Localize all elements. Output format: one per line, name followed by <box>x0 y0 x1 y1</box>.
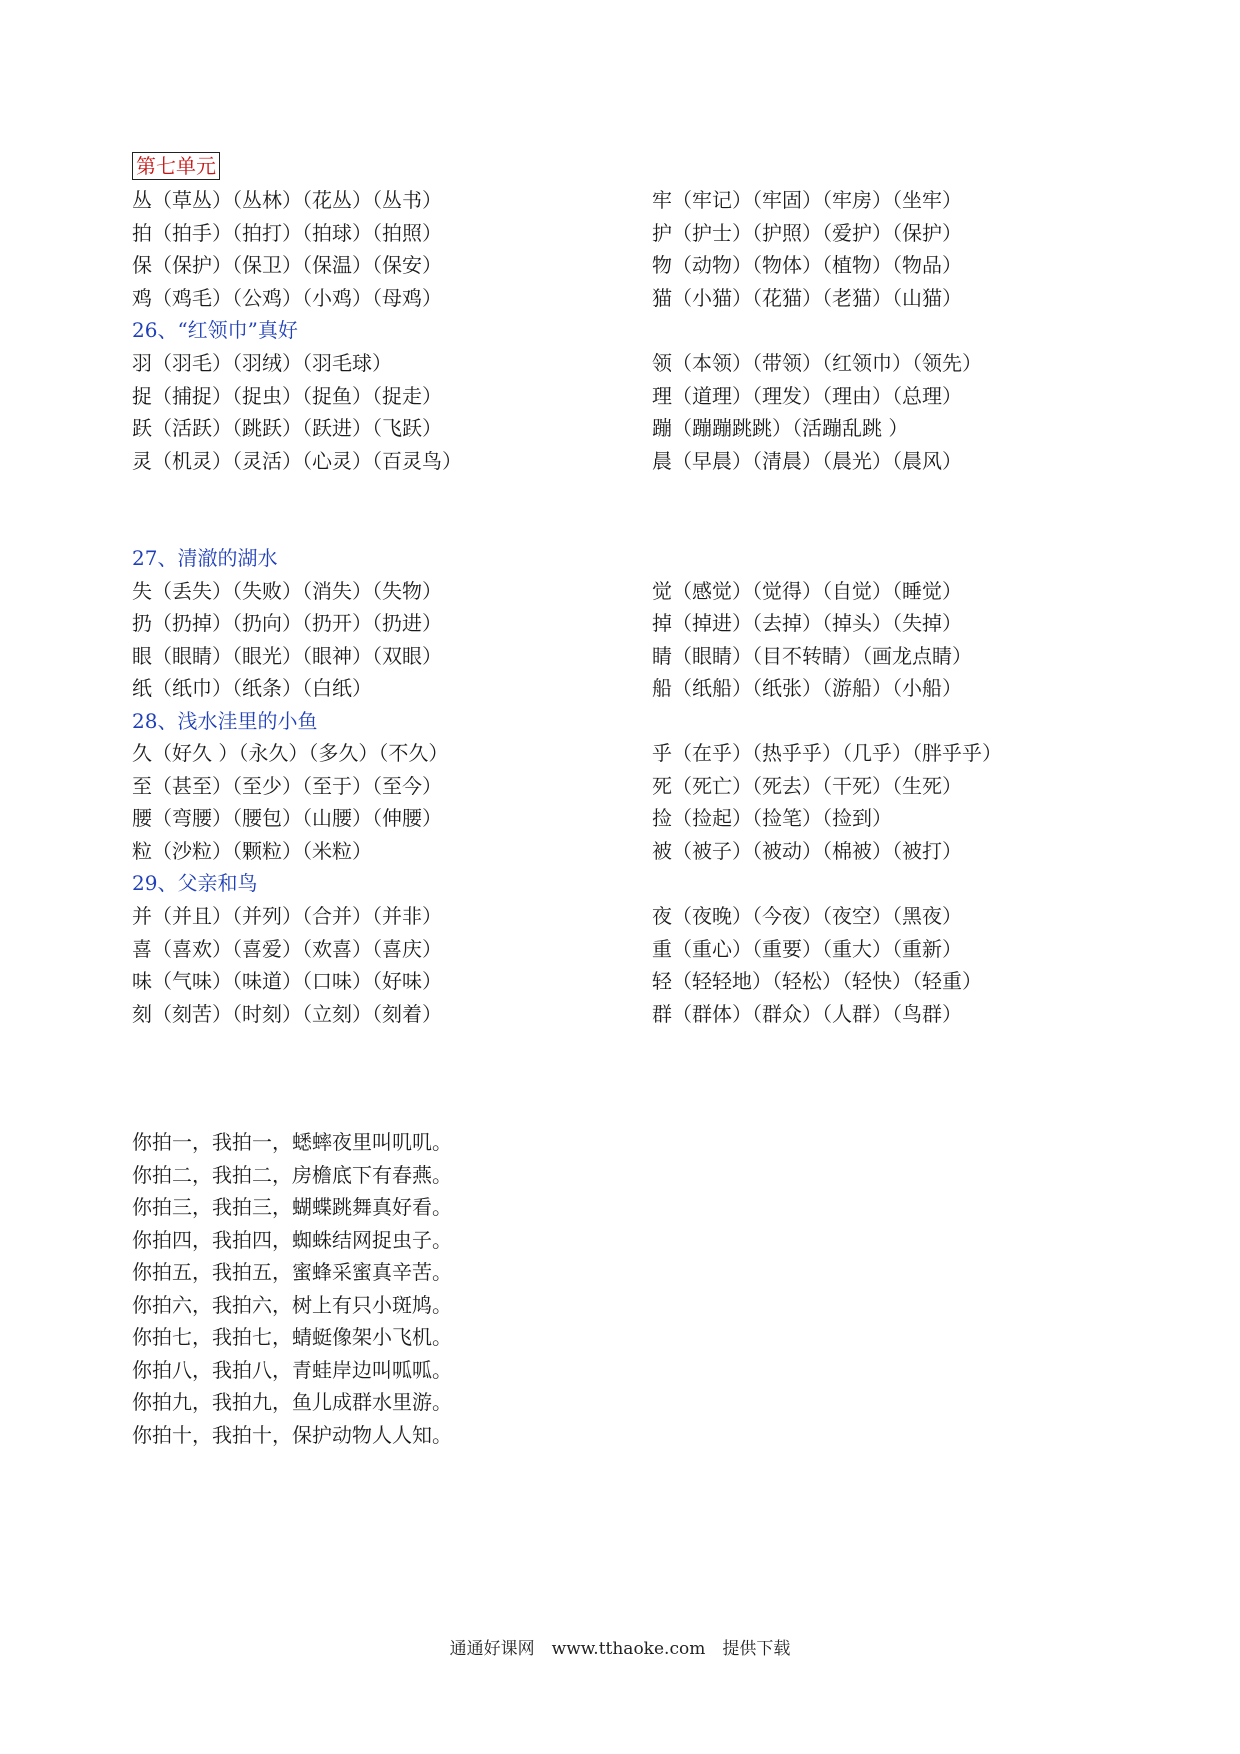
word-line: 喜（喜欢）（喜爱）（欢喜）（喜庆） <box>132 937 442 961</box>
unit-title: 第七单元 <box>132 152 220 180</box>
lesson-heading: 26、“红领巾”真好 <box>132 318 298 342</box>
rhyme-line: 你拍十，我拍十，保护动物人人知。 <box>132 1423 452 1447</box>
word-line: 丛（草丛）（丛林）（花丛）（丛书） <box>132 188 442 212</box>
word-line: 睛（眼睛）（目不转睛）（画龙点睛） <box>652 644 972 668</box>
word-line: 领（本领）（带领）（红领巾）（领先） <box>652 351 982 375</box>
word-line: 灵（机灵）（灵活）（心灵）（百灵鸟） <box>132 449 462 473</box>
word-line: 捡（捡起）（捡笔）（捡到） <box>652 806 892 830</box>
word-line: 眼（眼睛）（眼光）（眼神）（双眼） <box>132 644 442 668</box>
rhyme-line: 你拍二，我拍二，房檐底下有春燕。 <box>132 1163 452 1187</box>
word-line: 至（甚至）（至少）（至于）（至今） <box>132 774 442 798</box>
word-line: 群（群体）（群众）（人群）（鸟群） <box>652 1002 962 1026</box>
lesson-heading: 27、清澈的湖水 <box>132 546 278 570</box>
word-line: 久（好久 ）（永久）（多久）（不久） <box>132 741 449 765</box>
word-line: 觉（感觉）（觉得）（自觉）（睡觉） <box>652 579 962 603</box>
rhyme-line: 你拍四，我拍四，蜘蛛结网捉虫子。 <box>132 1228 452 1252</box>
page-footer: 通通好课网 www.tthaoke.com 提供下载 <box>449 1639 791 1659</box>
word-line: 轻（轻轻地）（轻松）（轻快）（轻重） <box>652 969 982 993</box>
word-line: 鸡（鸡毛）（公鸡）（小鸡）（母鸡） <box>132 286 442 310</box>
rhyme-line: 你拍六，我拍六，树上有只小斑鸠。 <box>132 1293 452 1317</box>
word-line: 失（丢失）（失败）（消失）（失物） <box>132 579 442 603</box>
word-line: 保（保护）（保卫）（保温）（保安） <box>132 253 442 277</box>
word-line: 夜（夜晚）（今夜）（夜空）（黑夜） <box>652 904 962 928</box>
word-line: 掉（掉进）（去掉）（掉头）（失掉） <box>652 611 962 635</box>
rhyme-line: 你拍一，我拍一，蟋蟀夜里叫叽叽。 <box>132 1130 452 1154</box>
rhyme-line: 你拍八，我拍八，青蛙岸边叫呱呱。 <box>132 1358 452 1382</box>
word-line: 蹦（蹦蹦跳跳）（活蹦乱跳 ） <box>652 416 909 440</box>
word-line: 乎（在乎）（热乎乎）（几乎）（胖乎乎） <box>652 741 1002 765</box>
word-line: 理（道理）（理发）（理由）（总理） <box>652 384 962 408</box>
word-line: 船（纸船）（纸张）（游船）（小船） <box>652 676 962 700</box>
word-line: 重（重心）（重要）（重大）（重新） <box>652 937 962 961</box>
word-line: 刻（刻苦）（时刻）（立刻）（刻着） <box>132 1002 442 1026</box>
word-line: 粒（沙粒）（颗粒）（米粒） <box>132 839 372 863</box>
word-line: 扔（扔掉）（扔向）（扔开）（扔进） <box>132 611 442 635</box>
word-line: 跃（活跃）（跳跃）（跃进）（飞跃） <box>132 416 442 440</box>
lesson-heading: 28、浅水洼里的小鱼 <box>132 709 318 733</box>
rhyme-line: 你拍三，我拍三，蝴蝶跳舞真好看。 <box>132 1195 452 1219</box>
word-line: 腰（弯腰）（腰包）（山腰）（伸腰） <box>132 806 442 830</box>
word-line: 拍（拍手）（拍打）（拍球）（拍照） <box>132 221 442 245</box>
word-line: 捉（捕捉）（捉虫）（捉鱼）（捉走） <box>132 384 442 408</box>
word-line: 牢（牢记）（牢固）（牢房）（坐牢） <box>652 188 962 212</box>
lesson-heading: 29、父亲和鸟 <box>132 871 258 895</box>
rhyme-line: 你拍五，我拍五，蜜蜂采蜜真辛苦。 <box>132 1260 452 1284</box>
word-line: 并（并且）（并列）（合并）（并非） <box>132 904 442 928</box>
rhyme-line: 你拍九，我拍九，鱼儿成群水里游。 <box>132 1390 452 1414</box>
word-line: 物（动物）（物体）（植物）（物品） <box>652 253 962 277</box>
word-line: 晨（早晨）（清晨）（晨光）（晨风） <box>652 449 962 473</box>
word-line: 味（气味）（味道）（口味）（好味） <box>132 969 442 993</box>
word-line: 死（死亡）（死去）（干死）（生死） <box>652 774 962 798</box>
word-line: 猫（小猫）（花猫）（老猫）（山猫） <box>652 286 962 310</box>
rhyme-line: 你拍七，我拍七，蜻蜓像架小飞机。 <box>132 1325 452 1349</box>
word-line: 羽（羽毛）（羽绒）（羽毛球） <box>132 351 392 375</box>
word-line: 纸（纸巾）（纸条）（白纸） <box>132 676 372 700</box>
word-line: 护（护士）（护照）（爱护）（保护） <box>652 221 962 245</box>
word-line: 被（被子）（被动）（棉被）（被打） <box>652 839 962 863</box>
